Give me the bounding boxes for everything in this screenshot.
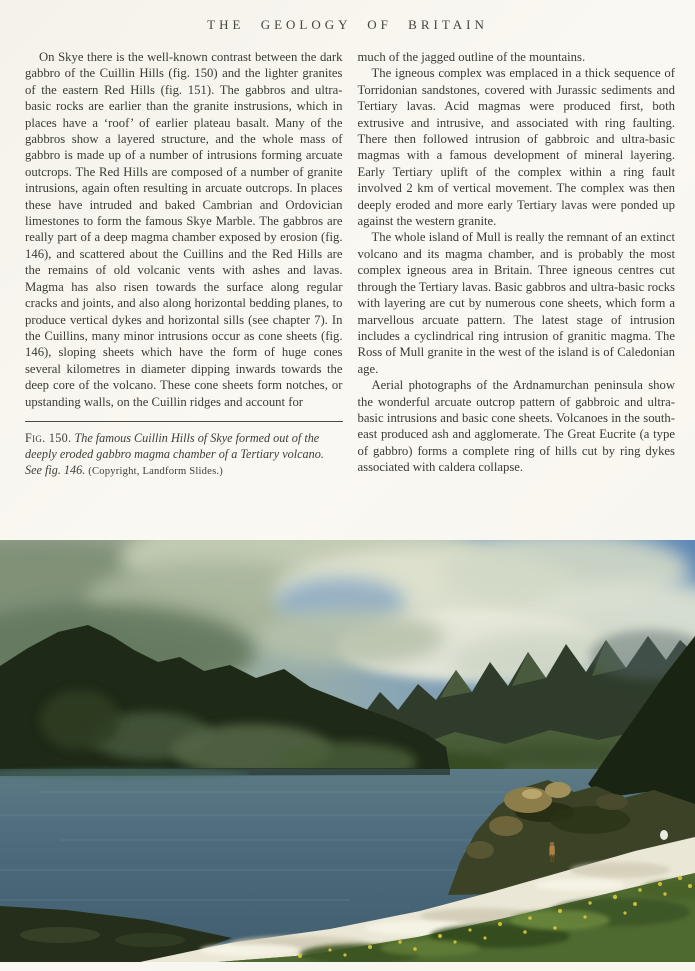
page-header: THE GEOLOGY OF BRITAIN: [207, 17, 488, 32]
cuillin-hills-photograph: [0, 540, 695, 962]
text-columns: [25, 49, 675, 480]
figure-caption: [25, 430, 343, 480]
caption-divider: [25, 421, 343, 422]
figure-caption-text: The famous Cuillin Hills of Skye formed out of the deeply eroded gabbro magma chamber of a Tertiary volcano. See fig. 146.: [25, 430, 324, 477]
figure-copyright: (Copyright, Landform Slides.): [88, 465, 223, 477]
figure-number: Fig. 150.: [25, 430, 72, 445]
left-column: [25, 49, 343, 480]
right-column: [358, 49, 676, 480]
right-column-paragraph: The igneous complex was emplaced in a thick sequence of Torridonian sandstones, covered with Jurassic sediments and Tertiary lavas. Acid magmas were produced first, both extrusive and intrusive, and associated with ring faulting. There then followed intrusion of gabbroic and ultra-basic magmas with a famous development of mineral layering. Early Tertiary uplift of the complex within a ring fault involved 2 km of vertical movement. The complex was then deeply eroded and more early Tertiary lavas were ponded up against the western granite.: [357, 66, 675, 229]
white-object-on-rocks: [660, 830, 668, 840]
figure-caption-block: [25, 421, 343, 480]
left-column-paragraph: On Skye there is the well-known contrast between the dark gabbro of the Cuillin Hills (fig. 150) and the lighter granites of the eastern Red Hills (fig. 151). The gabbros and ultra-basic rocks are earlier than the granite instrusions, which in places have a ‘roof’ of earlier plateau basalt. Many of the gabbros show a layered structure, and the whole mass of gabbro is made up of a number of intrusions forming arcuate outcrops. The Red Hills are composed of a number of granite intrusions, again often resulting in arcuate outcrops. In places these have intruded and baked Cambrian and Ordovician limestones to form the famous Skye Marble. The gabbros are really part of a deep magma chamber exposed by erosion (fig. 146), and scattered about the Cuillins and the Red Hills are the remains of old volcanic vents with ashes and lavas. Magma has also risen towards the surface along regular cracks and joints, and also along horizontal bedding planes, to produce vertical dykes and horizontal sills (see chapter 7). In the Cuillins, many minor intrusions occur as cone sheets (fig. 146), sloping sheets which have the form of huge cones several kilometres in diameter dipping inwards towards the deep core of the volcano. These cone sheets form notches, or upstanding walls, on the Cuillin ridges and account for: [25, 50, 343, 409]
right-column-paragraph: much of the jagged outline of the mountains.: [357, 50, 586, 64]
photo-illustration: [0, 540, 695, 962]
right-column-paragraph: Aerial photographs of the Ardnamurchan peninsula show the wonderful arcuate outcrop pattern of gabbroic and ultra-basic intrusions and basic cone sheets. Volcanoes in the south-east produced ash and agglomerate. The Great Eucrite (a type of gabbro) forms a complete ring of hills cut by ring dykes associated with caldera collapse.: [357, 378, 675, 475]
right-column-paragraph: The whole island of Mull is really the remnant of an extinct volcano and its magma chamber, and is probably the most complex igneous area in Britain. Three igneous centres cut through the Tertiary lavas. Basic gabbros and ultra-basic rocks with layering are cut by numerous cone sheets, which form a marvellous arcuate pattern. The latest stage of intrusion includes a cyclindrical ring intrusion of granitic magma. The Ross of Mull granite in the west of the island is of Caledonian age.: [357, 230, 675, 376]
